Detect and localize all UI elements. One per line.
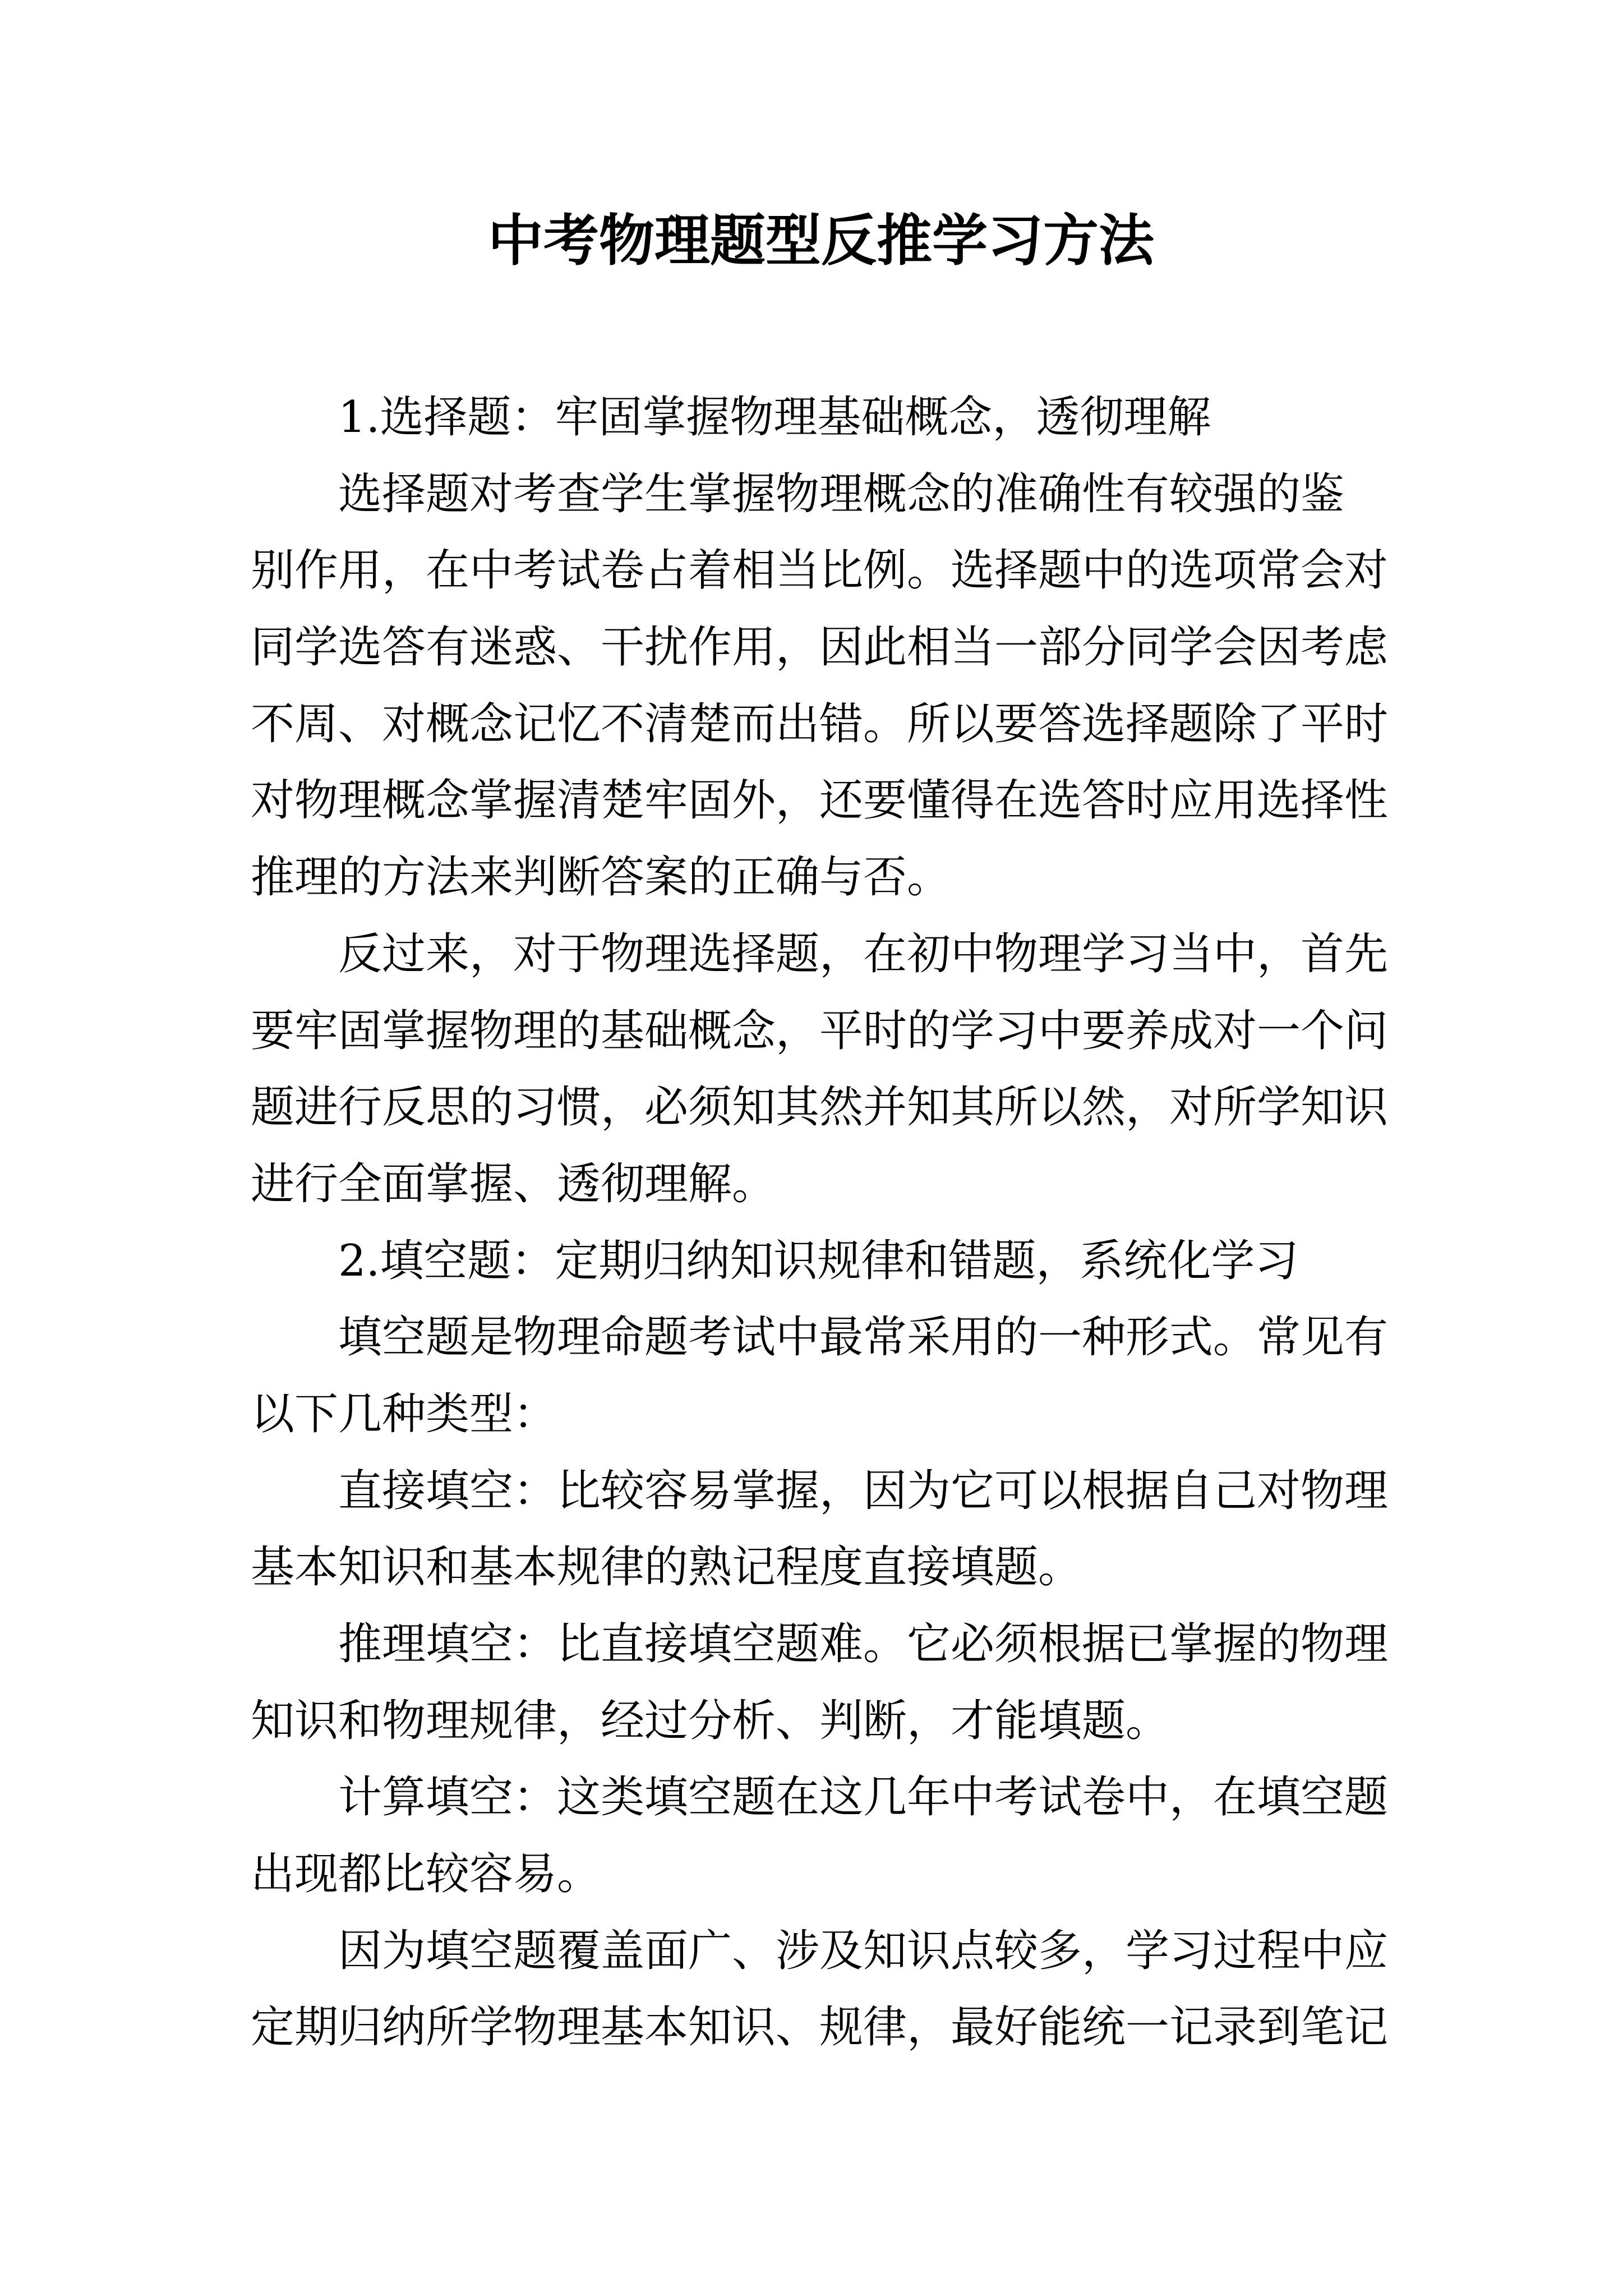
paragraph-line: 同学选答有迷惑、干扰作用，因此相当一部分同学会因考虑 (251, 622, 1389, 673)
paragraph (251, 1299, 1395, 1452)
paragraph-line: 出现都比较容易。 (251, 1849, 601, 1900)
paragraph-line: 填空题是物理命题考试中最常采用的一种形式。常见有 (338, 1312, 1389, 1363)
paragraph-line: 计算填空：这类填空题在这几年中考试卷中，在填空题 (338, 1772, 1389, 1823)
document-title: 中考物理题型反推学习方法 (488, 208, 1154, 273)
paragraph-line: 因为填空题覆盖面广、涉及知识点较多，学习过程中应 (338, 1925, 1389, 1976)
paragraph (251, 1913, 1395, 2066)
paragraph (251, 1606, 1395, 1759)
section-heading-1 (251, 379, 1395, 456)
paragraph-line: 反过来，对于物理选择题，在初中物理学习当中，首先 (338, 928, 1389, 979)
paragraph-line: 1.选择题：牢固掌握物理基础概念，透彻理解 (338, 392, 1211, 443)
paragraph-line: 2.填空题：定期归纳知识规律和错题，系统化学习 (338, 1235, 1299, 1286)
paragraph (251, 1759, 1395, 1912)
paragraph-line: 直接填空：比较容易掌握，因为它可以根据自己对物理 (338, 1465, 1389, 1516)
paragraph-line: 题进行反思的习惯，必须知其然并知其所以然，对所学知识 (251, 1082, 1389, 1133)
paragraph-line: 选择题对考查学生掌握物理概念的准确性有较强的鉴 (338, 468, 1345, 519)
paragraph-line: 不周、对概念记忆不清楚而出错。所以要答选择题除了平时 (251, 698, 1389, 749)
paragraph-line: 对物理概念掌握清楚牢固外，还要懂得在选答时应用选择性 (251, 775, 1389, 826)
paragraph-line: 定期归纳所学物理基本知识、规律，最好能统一记录到笔记 (251, 2002, 1389, 2053)
paragraph (251, 1453, 1395, 1606)
paragraph (251, 456, 1395, 916)
paragraph-line: 要牢固掌握物理的基础概念，平时的学习中要养成对一个问 (251, 1005, 1389, 1056)
section-heading-2 (251, 1223, 1395, 1300)
paragraph-line: 知识和物理规律，经过分析、判断，才能填题。 (251, 1695, 1170, 1746)
document-body (251, 379, 1395, 2066)
paragraph-line: 别作用，在中考试卷占着相当比例。选择题中的选项常会对 (251, 545, 1389, 596)
paragraph-line: 推理的方法来判断答案的正确与否。 (251, 852, 951, 903)
paragraph-line: 以下几种类型： (251, 1388, 557, 1439)
paragraph-line: 推理填空：比直接填空题难。它必须根据已掌握的物理 (338, 1619, 1389, 1669)
paragraph-line: 进行全面掌握、透彻理解。 (251, 1158, 776, 1209)
paragraph (251, 916, 1395, 1223)
paragraph-line: 基本知识和基本规律的熟记程度直接填题。 (251, 1542, 1082, 1593)
